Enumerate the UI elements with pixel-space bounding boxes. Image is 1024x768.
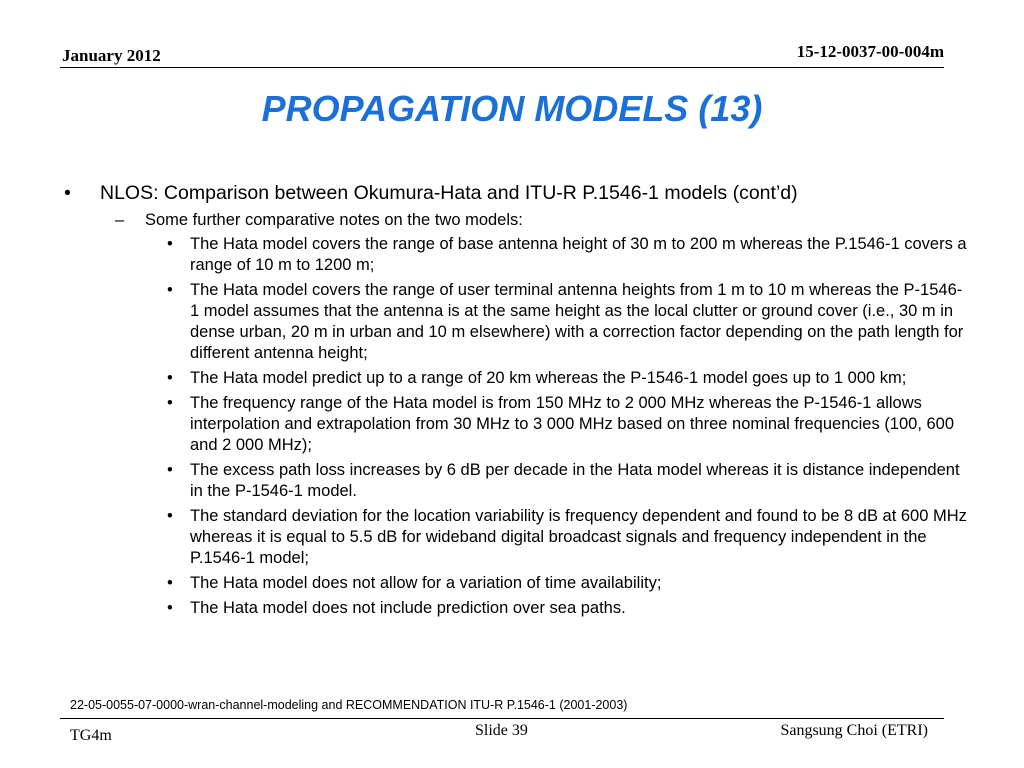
list-item xyxy=(60,573,970,594)
bullet-main-text: NLOS: Comparison between Okumura-Hata and ITU-R P.1546-1 models (cont’d) xyxy=(100,182,798,204)
list-item xyxy=(60,234,970,276)
list-item-text: The standard deviation for the location variability is frequency dependent and found to be 8 dB at 600 MHz whereas it is equal to 5.5 dB for wideband digital broadcast signals and frequency independent in the P.1546-1 model; xyxy=(190,507,967,567)
list-item-text: The Hata model does not include prediction over sea paths. xyxy=(190,599,626,617)
list-item-text: The Hata model covers the range of base antenna height of 30 m to 200 m whereas the P.1546-1 covers a range of 10 m to 1200 m; xyxy=(190,235,967,274)
sub-bullet-text: Some further comparative notes on the two models: xyxy=(145,211,523,229)
bullet-dot-icon: • xyxy=(167,507,173,525)
footer-author: Sangsung Choi (ETRI) xyxy=(780,722,928,739)
slide-title: PROPAGATION MODELS (13) xyxy=(261,88,763,129)
slide-body xyxy=(60,180,970,623)
list-item xyxy=(60,506,970,569)
list-item-text: The Hata model covers the range of user terminal antenna heights from 1 m to 10 m whereas the P-1546-1 model assumes that the antenna is at the same height as the local clutter or ground cover (i.e., 30 m in dense urban, 20 m in urban and 10 m elsewhere) with a correction factor depending on the path length for different antenna height; xyxy=(190,281,964,362)
footer-divider xyxy=(60,718,944,719)
bullet-main xyxy=(60,180,970,206)
list-item-text: The frequency range of the Hata model is from 150 MHz to 2 000 MHz whereas the P-1546-1 allows interpolation and extrapolation from 30 MHz to 3 000 MHz based on three nominal frequencies (100, 600 and 2 000 MHz); xyxy=(190,394,955,454)
dash-icon: – xyxy=(115,211,125,229)
bullet-dot-icon: • xyxy=(167,281,173,299)
footer-reference: 22-05-0055-07-0000-wran-channel-modeling and RECOMMENDATION ITU-R P.1546-1 (2001-2003) xyxy=(70,698,628,712)
list-item xyxy=(60,280,970,364)
footer-slide-number: Slide 39 xyxy=(475,722,528,739)
bullet-dot-icon: • xyxy=(64,182,71,204)
list-item xyxy=(60,393,970,456)
bullet-dot-icon: • xyxy=(167,574,173,592)
header-divider xyxy=(60,67,944,68)
list-item xyxy=(60,460,970,502)
list-item xyxy=(60,368,970,389)
sub-bullet xyxy=(60,210,970,231)
bullet-dot-icon: • xyxy=(167,394,173,412)
bullet-dot-icon: • xyxy=(167,599,173,617)
header-date: January 2012 xyxy=(62,46,161,65)
footer-group: TG4m xyxy=(70,727,112,744)
bullet-dot-icon: • xyxy=(167,369,173,387)
list-item xyxy=(60,598,970,619)
list-item-text: The excess path loss increases by 6 dB per decade in the Hata model whereas it is distance independent in the P-1546-1 model. xyxy=(190,461,960,500)
bullet-dot-icon: • xyxy=(167,235,173,253)
bullet-dot-icon: • xyxy=(167,461,173,479)
list-item-text: The Hata model does not allow for a variation of time availability; xyxy=(190,574,662,592)
list-item-text: The Hata model predict up to a range of 20 km whereas the P-1546-1 model goes up to 1 000 km; xyxy=(190,369,907,387)
header-doc-number: 15-12-0037-00-004m xyxy=(796,42,944,61)
notes-list xyxy=(60,234,970,619)
